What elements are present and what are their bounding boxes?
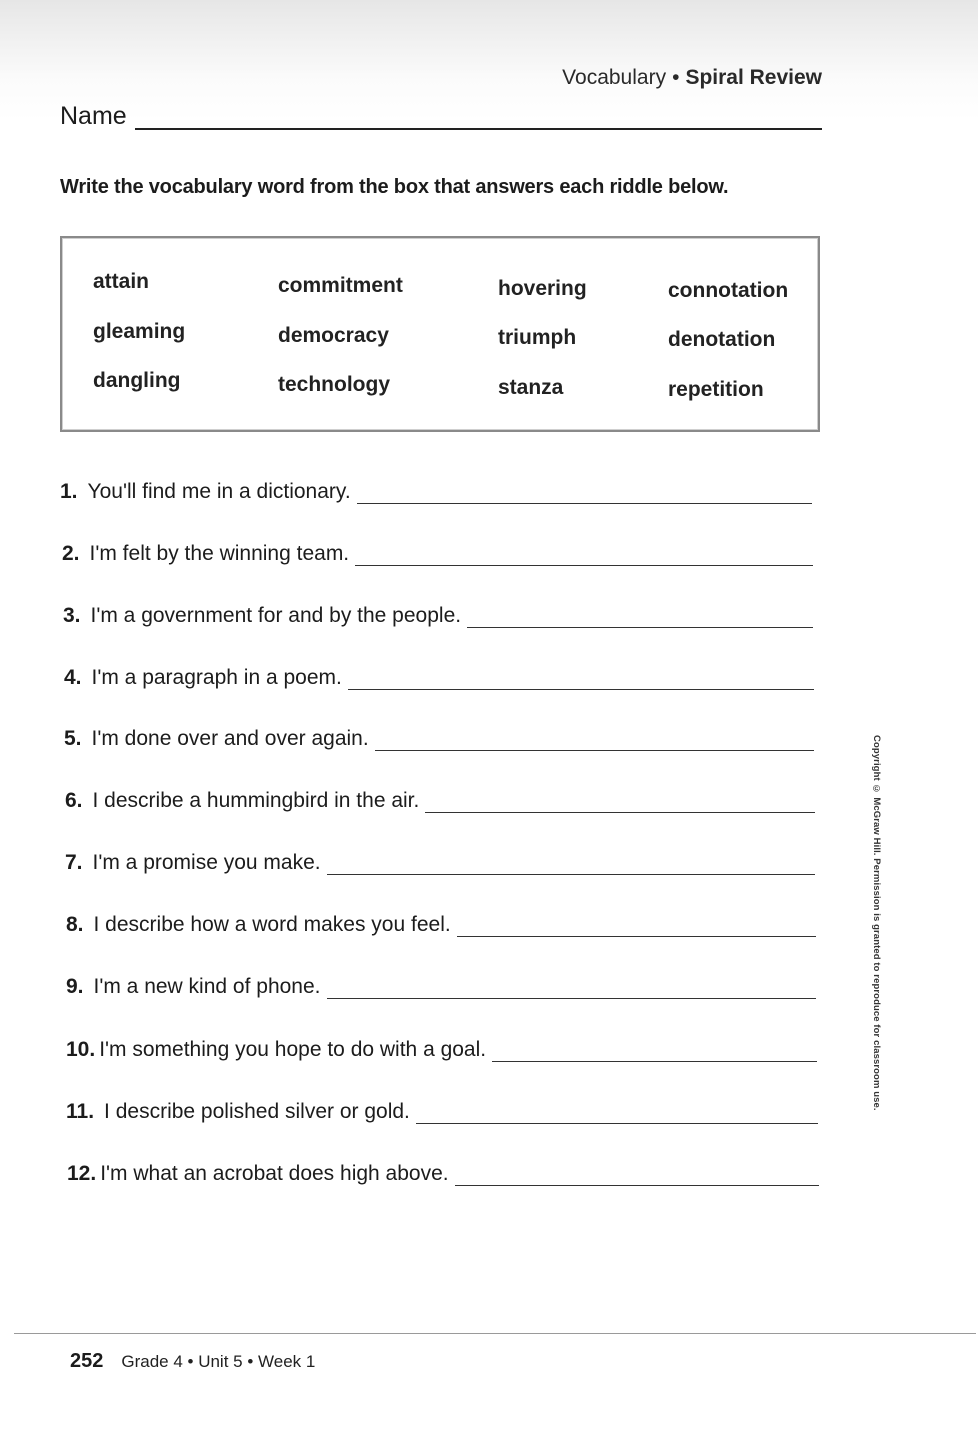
- riddle-text: I'm done over and over again.: [91, 727, 369, 750]
- word-technology: technology: [278, 373, 391, 396]
- riddle-text: I'm a promise you make.: [92, 851, 321, 874]
- riddle-row-10: [66, 1028, 817, 1062]
- word-democracy: democracy: [278, 324, 389, 347]
- answer-line-5[interactable]: [375, 729, 814, 751]
- riddle-row-4: [64, 656, 814, 690]
- riddle-text: I'm a paragraph in a poem.: [91, 666, 342, 689]
- riddle-row-5: [64, 717, 814, 751]
- page-footer: [70, 1350, 315, 1373]
- riddle-text: I'm what an acrobat does high above.: [100, 1162, 449, 1185]
- answer-line-10[interactable]: [492, 1040, 817, 1062]
- riddle-row-9: [66, 965, 816, 999]
- page-number: 252: [70, 1350, 104, 1372]
- riddle-number: 3.: [63, 604, 81, 627]
- word-stanza: stanza: [498, 376, 564, 399]
- section-title: Spiral Review: [685, 66, 822, 89]
- vocabulary-word-box: [60, 236, 820, 432]
- word-triumph: triumph: [498, 326, 577, 349]
- word-commitment: commitment: [278, 274, 403, 297]
- riddle-text: I describe how a word makes you feel.: [93, 913, 451, 936]
- answer-line-11[interactable]: [416, 1102, 818, 1124]
- riddle-number: 10.: [66, 1038, 96, 1061]
- riddle-number: 1.: [60, 480, 78, 503]
- answer-line-2[interactable]: [355, 544, 813, 566]
- word-dangling: dangling: [93, 369, 181, 392]
- riddle-text: I'm a new kind of phone.: [93, 975, 321, 998]
- riddle-row-12: [67, 1152, 819, 1186]
- grade-info: Grade 4 • Unit 5 • Week 1: [121, 1352, 316, 1371]
- answer-line-12[interactable]: [455, 1164, 819, 1186]
- riddle-row-8: [66, 903, 816, 937]
- riddle-row-6: [65, 779, 815, 813]
- word-repetition: repetition: [668, 378, 764, 401]
- riddle-number: 12.: [67, 1162, 97, 1185]
- riddle-text: I describe polished silver or gold.: [104, 1100, 410, 1123]
- answer-line-7[interactable]: [327, 853, 815, 875]
- riddle-number: 2.: [62, 542, 80, 565]
- answer-line-8[interactable]: [457, 915, 816, 937]
- answer-line-3[interactable]: [467, 606, 813, 628]
- name-field-row: [60, 100, 822, 130]
- riddle-text: You'll find me in a dictionary.: [87, 480, 351, 503]
- section-name: Vocabulary: [562, 66, 667, 89]
- riddle-row-3: [63, 594, 813, 628]
- word-connotation: connotation: [668, 279, 789, 302]
- answer-line-1[interactable]: [357, 482, 812, 504]
- riddle-number: 7.: [65, 851, 83, 874]
- riddle-text: I describe a hummingbird in the air.: [92, 789, 420, 812]
- riddle-number: 8.: [66, 913, 84, 936]
- section-header: [562, 66, 822, 90]
- riddle-row-11: [66, 1090, 818, 1124]
- copyright-notice: Copyright © McGraw Hill. Permission is granted to reproduce for classroom use.: [871, 735, 882, 1111]
- name-label: Name: [60, 102, 127, 130]
- answer-line-4[interactable]: [348, 668, 814, 690]
- answer-line-9[interactable]: [327, 977, 817, 999]
- riddle-text: I'm felt by the winning team.: [89, 542, 350, 565]
- riddle-row-1: [60, 470, 812, 504]
- riddle-number: 9.: [66, 975, 84, 998]
- name-input-line[interactable]: [135, 106, 822, 130]
- word-hovering: hovering: [498, 277, 587, 300]
- riddle-text: I'm something you hope to do with a goal.: [99, 1038, 487, 1061]
- answer-line-6[interactable]: [425, 791, 815, 813]
- footer-divider: [14, 1333, 976, 1334]
- word-gleaming: gleaming: [93, 320, 186, 343]
- header-separator: •: [672, 66, 680, 89]
- riddle-text: I'm a government for and by the people.: [90, 604, 462, 627]
- riddle-row-7: [65, 841, 815, 875]
- riddle-number: 4.: [64, 666, 82, 689]
- riddle-number: 6.: [65, 789, 83, 812]
- word-denotation: denotation: [668, 328, 776, 351]
- riddle-row-2: [62, 532, 813, 566]
- instructions: Write the vocabulary word from the box that answers each riddle below.: [60, 176, 729, 198]
- riddle-number: 11.: [66, 1100, 95, 1123]
- riddle-number: 5.: [64, 727, 82, 750]
- word-attain: attain: [93, 270, 150, 293]
